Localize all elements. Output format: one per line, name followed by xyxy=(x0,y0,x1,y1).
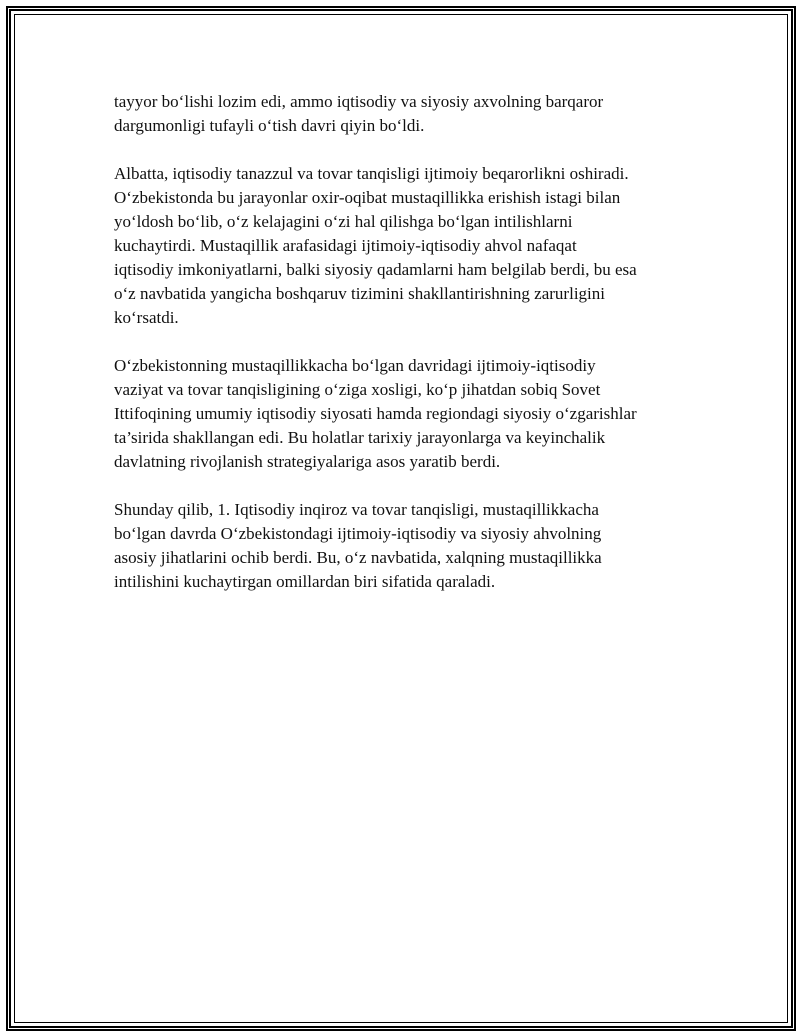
paragraph-2 xyxy=(114,162,704,330)
text-line: kuchaytirdi. Mustaqillik arafasidagi ijtimoiy-iqtisodiy ahvol nafaqat xyxy=(114,236,577,255)
text-line: asosiy jihatlarini ochib berdi. Bu, o‘z navbatida, xalqning mustaqillikka xyxy=(114,548,602,567)
document-body xyxy=(114,90,704,618)
paragraph-1 xyxy=(114,90,704,138)
text-line: O‘zbekistonda bu jarayonlar oxir-oqibat mustaqillikka erishish istagi bilan xyxy=(114,188,621,207)
text-line: Shunday qilib, 1. Iqtisodiy inqiroz va tovar tanqisligi, mustaqillikkacha xyxy=(114,500,599,519)
text-line: davlatning rivojlanish strategiyalariga asos yaratib berdi. xyxy=(114,452,501,471)
text-line: ko‘rsatdi. xyxy=(114,308,179,327)
text-line: iqtisodiy imkoniyatlarni, balki siyosiy qadamlarni ham belgilab berdi, bu esa xyxy=(114,260,637,279)
paragraph-4 xyxy=(114,498,704,594)
text-line: vaziyat va tovar tanqisligining o‘ziga xosligi, ko‘p jihatdan sobiq Sovet xyxy=(114,380,601,399)
text-line: dargumonligi tufayli o‘tish davri qiyin bo‘ldi. xyxy=(114,116,425,135)
text-line: Ittifoqining umumiy iqtisodiy siyosati hamda regiondagi siyosiy o‘zgarishlar xyxy=(114,404,637,423)
text-line: ta’sirida shakllangan edi. Bu holatlar tarixiy jarayonlarga va keyinchalik xyxy=(114,428,606,447)
text-line: yo‘ldosh bo‘lib, o‘z kelajagini o‘zi hal qilishga bo‘lgan intilishlarni xyxy=(114,212,573,231)
text-line: bo‘lgan davrda O‘zbekistondagi ijtimoiy-iqtisodiy va siyosiy ahvolning xyxy=(114,524,602,543)
text-line: Albatta, iqtisodiy tanazzul va tovar tanqisligi ijtimoiy beqarorlikni oshiradi. xyxy=(114,164,629,183)
text-line: intilishini kuchaytirgan omillardan biri sifatida qaraladi. xyxy=(114,572,496,591)
paragraph-3 xyxy=(114,354,704,474)
text-line: O‘zbekistonning mustaqillikkacha bo‘lgan davridagi ijtimoiy-iqtisodiy xyxy=(114,356,596,375)
text-line: o‘z navbatida yangicha boshqaruv tizimini shakllantirishning zarurligini xyxy=(114,284,605,303)
text-line: tayyor bo‘lishi lozim edi, ammo iqtisodiy va siyosiy axvolning barqaror xyxy=(114,92,604,111)
